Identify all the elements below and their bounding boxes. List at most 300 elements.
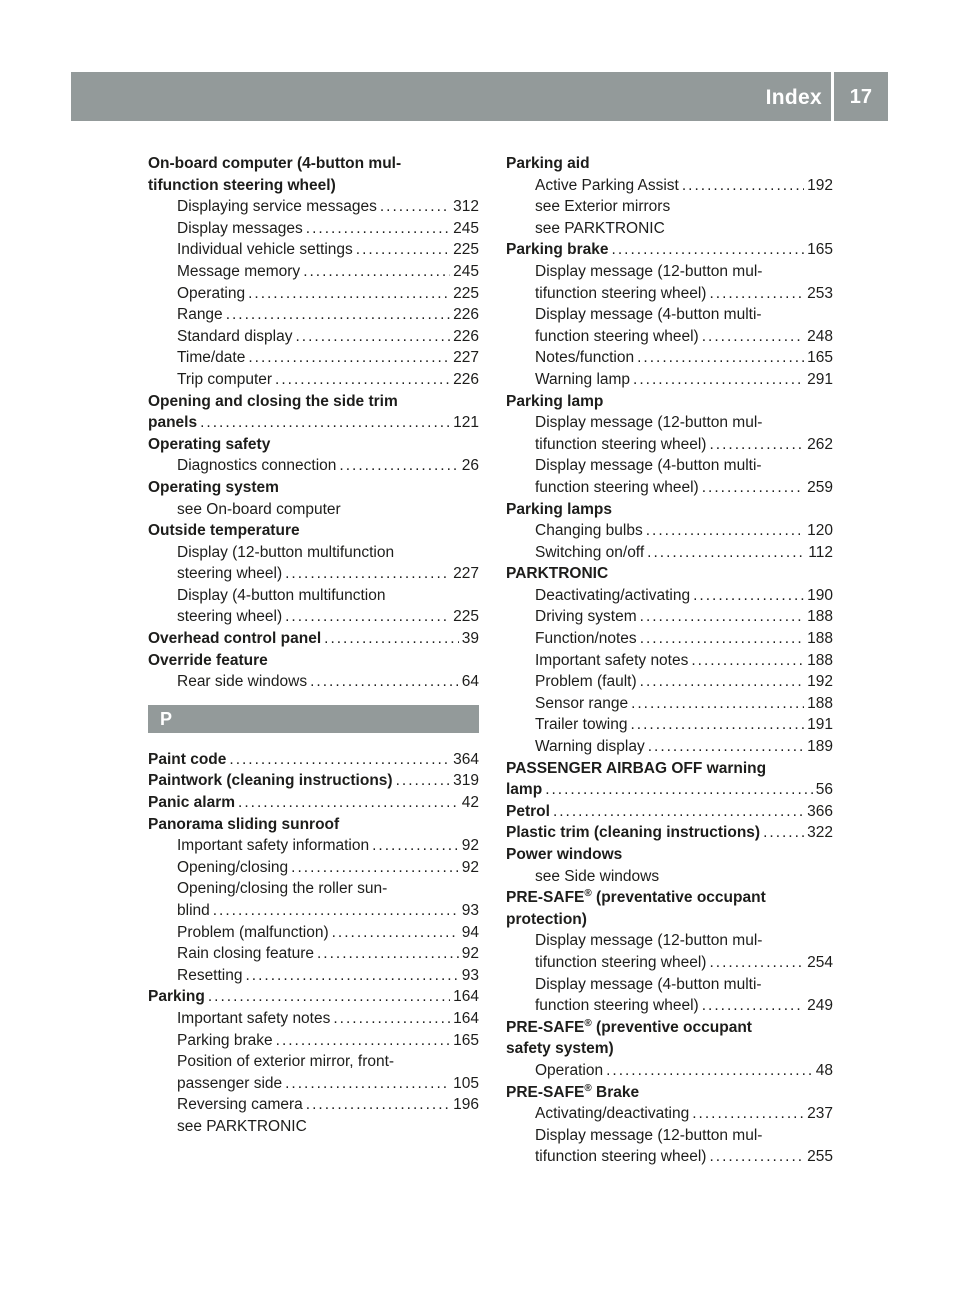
page-reference[interactable]: 226 [453,327,479,345]
dot-leader [306,218,450,240]
entry-label: Parking brake [177,1031,273,1049]
page-reference[interactable]: 165 [453,1031,479,1049]
index-subentry[interactable] [148,1008,479,1030]
entry-label: Petrol [506,802,550,820]
entry-label: Warning display [535,738,645,756]
index-entry [506,499,833,521]
dot-leader [306,1094,450,1116]
index-column-right [506,153,833,1168]
dot-leader [276,1030,450,1052]
dot-leader [709,434,804,456]
dot-leader [275,369,450,391]
page-reference[interactable]: 192 [807,176,833,194]
index-entry[interactable] [148,792,479,814]
entry-label: Switching on/off [535,543,645,561]
entry-label: Driving system [535,608,637,626]
page-reference[interactable]: 164 [453,1009,479,1027]
entry-label: tifunction steering wheel) [535,284,707,302]
page-reference[interactable]: 92 [461,945,479,963]
entry-label: Opening/closing the roller sun- [177,880,388,898]
page-reference[interactable]: 190 [807,586,833,604]
dot-leader [295,326,450,348]
page-reference[interactable]: 105 [453,1074,479,1092]
dot-leader [332,922,459,944]
dot-leader [396,770,451,792]
index-subentry[interactable] [506,995,833,1017]
entry-label: Active Parking Assist [535,176,679,194]
section-letter: P [148,705,479,733]
entry-label: Time/date [177,349,246,367]
entry-label: Operating system [148,478,279,496]
index-entry[interactable] [148,628,479,650]
entry-label: Parking aid [506,155,590,172]
dot-leader [709,283,804,305]
entry-label: Display message (12-button mul- [535,414,763,432]
dot-leader [630,714,804,736]
page-reference[interactable]: 253 [807,284,833,302]
page-reference[interactable]: 225 [453,608,479,626]
entry-label: Activating/deactivating [535,1105,690,1123]
entry-label: see PARKTRONIC [177,1117,307,1135]
index-subentry[interactable] [148,261,479,283]
registered-mark: ® [584,1017,592,1029]
index-entry[interactable] [506,801,833,823]
index-subentry[interactable] [506,952,833,974]
dot-leader [647,542,805,564]
entry-label: Operation [535,1061,604,1079]
entry-label: tifunction steering wheel) [148,176,336,194]
index-subentry[interactable] [506,628,833,650]
index-column-left [148,153,479,1138]
entry-label: Range [177,306,223,324]
index-entry[interactable] [506,239,833,261]
header-divider [831,72,834,121]
page-reference[interactable]: 225 [453,284,479,302]
page-reference[interactable]: 196 [453,1096,479,1114]
entry-label: steering wheel) [177,565,283,583]
dot-leader [200,412,450,434]
index-entry[interactable] [148,412,479,434]
entry-label: Overhead control panel [148,630,322,648]
index-subentry [506,196,833,218]
dot-leader [291,857,459,879]
entry-label: function steering wheel) [535,478,699,496]
index-subentry [148,585,479,607]
entry-label: Paint code [148,750,227,768]
index-subentry[interactable] [148,922,479,944]
dot-leader [226,304,450,326]
entry-label: Opening/closing [177,858,289,876]
entry-label: Warning lamp [535,370,631,388]
entry-label: Changing bulbs [535,522,643,540]
index-entry [148,153,479,175]
dot-leader [285,563,450,585]
entry-label: PASSENGER AIRBAG OFF warning [506,759,767,777]
page-reference[interactable]: 322 [807,824,833,842]
entry-label: Trip computer [177,370,273,388]
page-reference[interactable]: 64 [461,673,479,691]
index-subentry[interactable] [506,520,833,542]
index-subentry[interactable] [148,900,479,922]
index-subentry [148,542,479,564]
index-subentry[interactable] [148,1094,479,1116]
index-subentry[interactable] [506,693,833,715]
dot-leader [640,606,804,628]
dot-leader [553,801,804,823]
page-reference[interactable]: 254 [807,953,833,971]
dot-leader [229,749,450,771]
entry-label: Rain closing feature [177,945,314,963]
dot-leader [356,239,450,261]
index-subentry[interactable] [148,965,479,987]
index-subentry [506,930,833,952]
index-subentry [506,304,833,326]
entry-label: blind [177,902,210,919]
dot-leader [692,1103,804,1125]
page-reference[interactable]: 262 [807,435,833,453]
index-subentry [506,1125,833,1147]
dot-leader [339,455,458,477]
entry-label: Deactivating/activating [535,586,691,604]
page-reference[interactable]: 319 [453,772,479,790]
page-title: Index [765,86,822,109]
entry-label: Display message (4-button multi- [535,975,762,993]
dot-leader [763,822,804,844]
dot-leader [285,606,450,628]
index-entry [506,1017,833,1039]
index-entry [506,758,833,780]
entry-label: Parking [148,988,205,1006]
entry-label: Display message (12-button mul- [535,932,763,950]
index-entry [148,434,479,456]
index-subentry [148,499,479,521]
index-entry [506,563,833,585]
index-subentry [506,455,833,477]
index-entry [148,477,479,499]
entry-label: Override feature [148,651,268,669]
page-number: 17 [849,86,872,108]
dot-leader [248,283,450,305]
index-subentry [148,878,479,900]
dot-leader [333,1008,450,1030]
dot-leader [682,175,804,197]
index-subentry[interactable] [506,1146,833,1168]
entry-label: Individual vehicle settings [177,241,353,259]
index-subentry[interactable] [148,857,479,879]
entry-label: PRE-SAFE® Brake [506,1082,640,1101]
page-reference[interactable]: 237 [807,1105,833,1123]
page-reference[interactable]: 245 [453,262,479,280]
entry-label: Notes/function [535,349,635,367]
index-entry [148,391,479,413]
index-entry[interactable] [506,779,833,801]
entry-label: Display messages [177,219,303,237]
index-subentry[interactable] [506,650,833,672]
entry-label: Paintwork (cleaning instructions) [148,772,393,790]
entry-label: Display (12-button multifunction [177,543,395,561]
entry-label: Important safety notes [177,1009,331,1027]
dot-leader [545,779,813,801]
entry-label: tifunction steering wheel) [535,1148,707,1166]
dot-leader [709,1146,804,1168]
dot-leader [702,326,804,348]
dot-leader [702,995,804,1017]
index-subentry[interactable] [148,606,479,628]
index-subentry[interactable] [148,943,479,965]
entry-label: Outside temperature [148,522,300,540]
index-entry[interactable] [506,822,833,844]
index-entry [506,153,833,175]
entry-label: Display (4-button multifunction [177,586,386,604]
index-entry [148,175,479,197]
dot-leader [245,965,458,987]
entry-label: see Exterior mirrors [535,198,671,216]
index-subentry[interactable] [506,671,833,693]
page-reference[interactable]: 188 [807,651,833,669]
entry-label: PARKTRONIC [506,565,609,583]
entry-label: safety system) [506,1040,614,1058]
index-entry[interactable] [148,749,479,771]
dot-leader [709,952,804,974]
index-entry [506,909,833,931]
index-subentry[interactable] [148,455,479,477]
entry-label: Plastic trim (cleaning instructions) [506,824,761,842]
index-subentry[interactable] [148,196,479,218]
entry-label: Operating safety [148,435,271,453]
dot-leader [648,736,804,758]
index-subentry[interactable] [506,1060,833,1082]
index-subentry [148,1051,479,1073]
page-reference[interactable]: 48 [815,1061,833,1079]
entry-label: Problem (fault) [535,673,637,691]
dot-leader [310,671,459,693]
index-subentry[interactable] [506,585,833,607]
entry-label: Parking brake [506,241,609,259]
entry-label: see PARKTRONIC [535,219,665,237]
dot-leader [213,900,459,922]
index-subentry[interactable] [148,369,479,391]
page-reference[interactable]: 165 [807,241,833,259]
dot-leader [238,792,459,814]
entry-label: Display message (4-button multi- [535,457,762,475]
index-subentry[interactable] [506,477,833,499]
index-entry [148,650,479,672]
page-reference[interactable]: 188 [807,630,833,648]
index-subentry[interactable] [148,671,479,693]
page-reference[interactable]: 120 [807,522,833,540]
index-subentry[interactable] [506,542,833,564]
dot-leader [646,520,804,542]
index-entry [506,844,833,866]
entry-label: On-board computer (4-button mul- [148,155,402,172]
index-subentry[interactable] [148,835,479,857]
index-subentry [506,218,833,240]
dot-leader [324,628,459,650]
page-reference[interactable]: 226 [453,306,479,324]
index-subentry[interactable] [506,606,833,628]
index-subentry[interactable] [148,1073,479,1095]
page-reference[interactable]: 227 [453,565,479,583]
entry-label: Display message (4-button multi- [535,306,762,324]
index-entry [148,814,479,836]
entry-label: PRE-SAFE® (preventive occupant [506,1017,752,1036]
page-reference[interactable]: 92 [461,858,479,876]
index-subentry [506,866,833,888]
dot-leader [317,943,459,965]
index-entry[interactable] [148,986,479,1008]
entry-label: Reversing camera [177,1096,303,1114]
entry-label: see Side windows [535,867,660,885]
entry-label: Standard display [177,327,293,345]
page-reference[interactable]: 191 [807,716,833,734]
page-reference[interactable]: 92 [461,837,479,855]
dot-leader [285,1073,450,1095]
entry-label: Rear side windows [177,673,308,691]
page-reference[interactable]: 164 [453,988,479,1006]
index-subentry [506,412,833,434]
index-entry [506,1038,833,1060]
page-reference[interactable]: 94 [461,923,479,941]
dot-leader [248,347,450,369]
entry-label: Resetting [177,966,243,984]
index-subentry[interactable] [506,347,833,369]
header-bar [71,72,888,121]
dot-leader [380,196,450,218]
index-subentry[interactable] [148,326,479,348]
entry-label: Display message (12-button mul- [535,1126,763,1144]
entry-label: Function/notes [535,630,637,648]
entry-label: Problem (malfunction) [177,923,329,941]
entry-label: passenger side [177,1074,283,1092]
dot-leader [691,650,804,672]
entry-label: function steering wheel) [535,327,699,345]
dot-leader [208,986,450,1008]
entry-label: Sensor range [535,694,629,712]
page-reference[interactable]: 245 [453,219,479,237]
entry-label: steering wheel) [177,608,283,626]
dot-leader [372,835,459,857]
entry-label: Panic alarm [148,794,236,812]
entry-label: Parking lamps [506,500,612,518]
entry-label: Important safety information [177,837,370,855]
page-reference[interactable]: 227 [453,349,479,367]
index-subentry[interactable] [148,563,479,585]
index-subentry[interactable] [506,326,833,348]
page-reference[interactable]: 225 [453,241,479,259]
index-subentry [506,261,833,283]
page-reference[interactable]: 255 [807,1148,833,1166]
entry-label: Important safety notes [535,651,689,669]
entry-label: Position of exterior mirror, front- [177,1053,395,1071]
page-reference[interactable]: 112 [808,543,833,561]
page-reference[interactable]: 364 [453,750,479,768]
index-entry [506,887,833,909]
page-reference[interactable]: 56 [815,781,833,799]
dot-leader [631,693,804,715]
page-reference[interactable]: 248 [807,327,833,345]
index-subentry[interactable] [148,304,479,326]
index-entry [506,1082,833,1104]
index-subentry[interactable] [148,218,479,240]
page-reference[interactable]: 189 [807,738,833,756]
dot-leader [702,477,804,499]
registered-mark: ® [584,1082,592,1094]
dot-leader [606,1060,813,1082]
entry-label: Message memory [177,262,301,280]
page-reference[interactable]: 226 [453,370,479,388]
page-reference[interactable]: 39 [461,630,479,648]
page-reference[interactable]: 312 [453,198,479,216]
entry-label: Opening and closing the side trim [148,392,398,410]
page-reference[interactable]: 192 [807,673,833,691]
index-entry[interactable] [148,770,479,792]
entry-label: Display message (12-button mul- [535,262,763,280]
dot-leader [640,628,804,650]
entry-label: Panorama sliding sunroof [148,815,340,833]
index-subentry[interactable] [506,1103,833,1125]
page-reference[interactable]: 249 [807,997,833,1015]
index-subentry [506,974,833,996]
index-subentry[interactable] [148,239,479,261]
dot-leader [637,347,804,369]
index-subentry[interactable] [506,736,833,758]
index-subentry[interactable] [148,347,479,369]
index-subentry[interactable] [148,283,479,305]
dot-leader [640,671,804,693]
entry-label: see On-board computer [177,500,341,518]
entry-label: PRE-SAFE® (preventative occupant [506,888,766,907]
index-subentry[interactable] [506,434,833,456]
page-reference[interactable]: 188 [807,694,833,712]
entry-label: protection) [506,910,587,928]
entry-label: Parking lamp [506,392,604,410]
entry-label: panels [148,414,198,432]
page-reference[interactable]: 291 [807,370,833,388]
page-reference[interactable]: 121 [453,414,479,432]
registered-mark: ® [584,888,592,900]
entry-label: Operating [177,284,246,302]
page-reference[interactable]: 42 [461,794,479,812]
entry-label: Displaying service messages [177,198,377,216]
index-subentry[interactable] [506,714,833,736]
index-subentry[interactable] [148,1030,479,1052]
entry-label: lamp [506,781,543,799]
index-subentry[interactable] [506,283,833,305]
entry-label: tifunction steering wheel) [535,435,707,453]
page-reference[interactable]: 188 [807,608,833,626]
dot-leader [693,585,804,607]
entry-label: tifunction steering wheel) [535,953,707,971]
index-entry [506,391,833,413]
entry-label: function steering wheel) [535,997,699,1015]
dot-leader [612,239,805,261]
entry-label: Diagnostics connection [177,457,337,475]
index-subentry[interactable] [506,369,833,391]
page-reference[interactable]: 366 [807,802,833,820]
page-reference[interactable]: 93 [461,966,479,984]
index-entry [148,520,479,542]
entry-label: Trailer towing [535,716,628,734]
index-subentry [148,1116,479,1138]
page-reference[interactable]: 259 [807,478,833,496]
entry-label: Power windows [506,846,623,863]
page-reference[interactable]: 93 [461,902,479,919]
page-reference[interactable]: 165 [807,349,833,367]
index-subentry[interactable] [506,175,833,197]
dot-leader [303,261,450,283]
page-reference[interactable]: 26 [461,457,479,475]
dot-leader [633,369,804,391]
